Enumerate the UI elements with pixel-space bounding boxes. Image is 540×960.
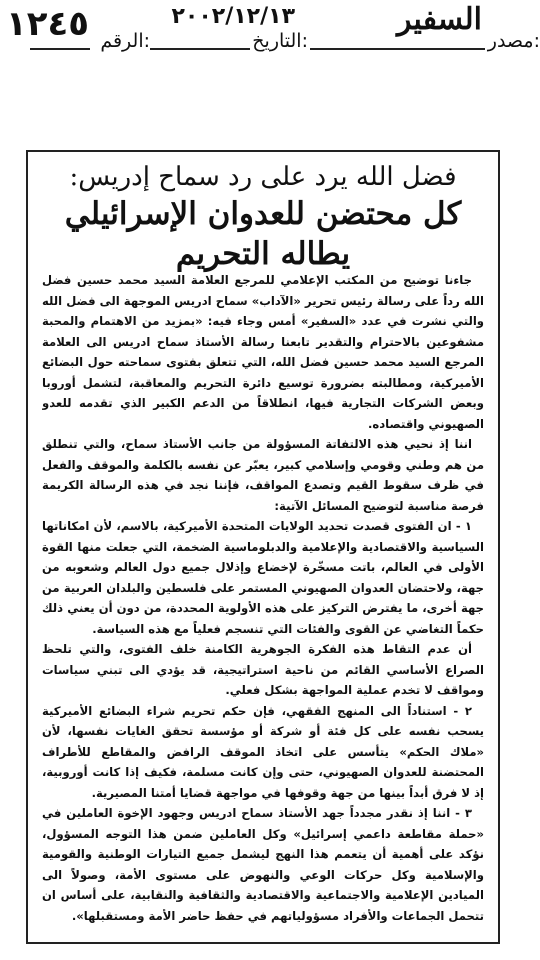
paragraph: ٢ - استناداً الى المنهج الفقهي، فإن حكم تحريم شراء البضائع الأميركية يسحب نفسه على كل فئة أو شركة أو مؤسسة تحقق الغايات نفسها، لأن «ملاك الحكم» يتأسس على اتخاذ الموقف الرافض والمقاطع للأطراف المحتضنة للعدوان الصهيوني، حتى وإن كانت مسلمة، فكيف إذا كانت أوروبية، إذ لا فرق أبداً بينها من جهة وقوفها في مواجهة قضايا أمتنا المصيرية. <box>42 703 484 800</box>
number-line <box>30 48 90 50</box>
paragraph: ٣ - اننا إذ نقدر مجدداً جهد الأستاذ سماح ادريس وجهود الإخوة العاملين في «حملة مقاطعة داعمي إسرائيل» وكل العاملين ضمن هذا التوجه المسؤول، نؤكد على أهمية أن يتعمم هذا النهج ليشمل جميع التيارات الوطنية والقومية والإسلامية وكل حركات الوعي والنهوض على مستوى الأمة، وصولاً الى الميادين الإعلامية والاجتماعية والاقتصادية والثقافية والنقابية، على أساس ان تتحمل الجماعات والأفراد مسؤولياتهم في حفظ حاضر الأمة ومستقبلها». <box>42 806 484 923</box>
article-headline <box>36 160 490 274</box>
headline-main-line-1: كل محتضن للعدوان الإسرائيلي <box>64 196 462 232</box>
paragraph: ١ - ان الفتوى قصدت تحديد الولايات المتحدة الأميركية، بالاسم، لأن امكاناتها السياسية والاقتصادية والإعلامية والدبلوماسية الضخمة، التي جعلت منها القوة الأولى في العالم، باتت مسخّرة لإخضاع وإذلال جميع دول العالم وشعوبه من جهة، ولاحتضان العدوان الصهيوني المستمر على فلسطين والبلدان العربية من جهة أخرى، ما يفترض التركيز على هذه الأولوية المحددة، من دون أن يعني ذلك حكماً التغاضي عن القوى والفئات التي تنسجم فعلياً مع هذه السياسة. <box>42 519 484 636</box>
date-value: ٢٠٠٢/١٢/١٣ <box>171 4 295 29</box>
source-label: مصدر: <box>487 30 540 52</box>
paragraph: اننا إذ نحيي هذه الالتفاتة المسؤولة من جانب الأستاذ سماح، والتي تنطلق من هم وطني وقومي وإسلامي كبير، يعبّر عن نفسه بالكلمة والموقف والفعل في ظرف سقوط القيم وتصدع المواقف، فإننا نجد في هذه الرسالة الكريمة فرصة مناسبة لتوضيح المسائل الآتية: <box>42 437 484 513</box>
date-line <box>150 48 250 50</box>
article-body <box>42 270 484 934</box>
newspaper-logo: السفير <box>396 2 482 37</box>
headline-main-line-2: يطاله التحريم <box>175 236 351 272</box>
headline-top: فضل الله يرد على رد سماح إدريس: <box>69 162 457 192</box>
number-label: الرقم: <box>100 30 150 52</box>
article-clipping <box>26 150 500 944</box>
date-label: التاريخ: <box>252 30 308 52</box>
clipping-header <box>0 0 540 60</box>
paragraph: جاءنا توضيح من المكتب الإعلامي للمرجع العلامة السيد محمد حسين فضل الله رداً على رسالة رئيس تحرير «الآداب» سماح ادريس الموجهة الى فضل الله والتي نشرت في عدد «السفير» أمس وجاء فيه: «بمزيد من الاهتمام والمحبة مشفوعين بالاحترام والتقدير تابعنا رسالة الأستاذ سماح ادريس الى العلامة المرجع السيد محمد حسين فضل الله، التي تتعلق بفتوى سماحته حول البضائع الأميركية، ومطالبته بضرورة توسيع دائرة التحريم والمعاقبة، لتشمل أوروبا وبعض الشركات التجارية فيها، انطلاقاً من الدعم الكبير الذي تقدمه للعدو الصهيوني واقتصاده. <box>42 273 484 431</box>
source-line <box>310 48 485 50</box>
paragraph: أن عدم التقاط هذه الفكرة الجوهرية الكامنة خلف الفتوى، والتي تلحظ الصراع الأساسي القائم من ناحية استراتيجية، قد يؤدي الى تبني سياسات ومواقف لا تخدم عملية المواجهة بشكل فعلي. <box>42 642 484 697</box>
issue-number: ١٢٤٥ <box>6 4 90 44</box>
